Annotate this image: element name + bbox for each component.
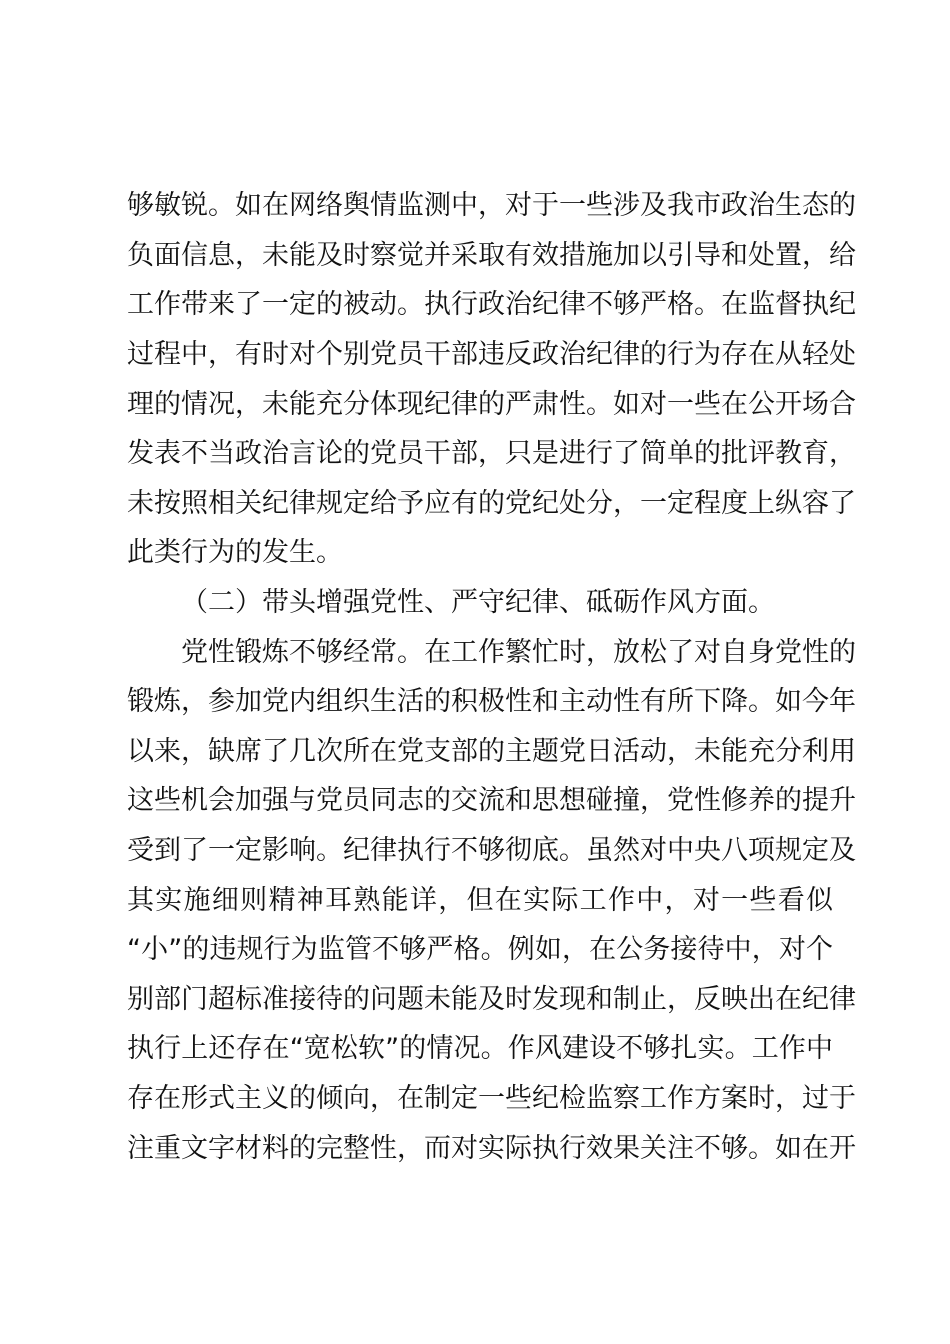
paragraph-line: 受到了一定影响。纪律执行不够彻底。虽然对中央八项规定及 xyxy=(127,835,856,866)
paragraph-line: 发表不当政治言论的党员干部，只是进行了简单的批评教育， xyxy=(127,438,856,469)
paragraph-line: “小”的违规行为监管不够严格。例如，在公务接待中，对个 xyxy=(127,934,833,965)
paragraph-line: 以来，缺席了几次所在党支部的主题党日活动，未能充分利用 xyxy=(127,736,856,767)
paragraph-line: 工作带来了一定的被动。执行政治纪律不够严格。在监督执纪 xyxy=(127,289,856,320)
paragraph-line: 注重文字材料的完整性，而对实际执行效果关注不够。如在开 xyxy=(127,1133,856,1164)
paragraph-line: 别部门超标准接待的问题未能及时发现和制止，反映出在纪律 xyxy=(127,984,856,1015)
paragraph-line: 这些机会加强与党员同志的交流和思想碰撞，党性修养的提升 xyxy=(127,785,856,816)
paragraph-line: 负面信息，未能及时察觉并采取有效措施加以引导和处置，给 xyxy=(127,240,856,271)
section-heading: （二）带头增强党性、严守纪律、砥砺作风方面。 xyxy=(181,587,775,618)
paragraph-line: 此类行为的发生。 xyxy=(127,537,343,568)
paragraph-line: 理的情况，未能充分体现纪律的严肃性。如对一些在公开场合 xyxy=(127,389,856,420)
paragraph-line: 未按照相关纪律规定给予应有的党纪处分，一定程度上纵容了 xyxy=(127,488,856,519)
paragraph-line: 党性锻炼不够经常。在工作繁忙时，放松了对自身党性的 xyxy=(181,637,856,668)
paragraph-line: 其实施细则精神耳熟能详，但在实际工作中，对一些看似 xyxy=(127,885,833,916)
paragraph-line: 执行上还存在“宽松软”的情况。作风建设不够扎实。工作中 xyxy=(127,1033,833,1064)
paragraph-line: 够敏锐。如在网络舆情监测中，对于一些涉及我市政治生态的 xyxy=(127,190,856,221)
paragraph-line: 锻炼，参加党内组织生活的积极性和主动性有所下降。如今年 xyxy=(127,686,856,717)
paragraph-line: 存在形式主义的倾向，在制定一些纪检监察工作方案时，过于 xyxy=(127,1083,856,1114)
paragraph-line: 过程中，有时对个别党员干部违反政治纪律的行为存在从轻处 xyxy=(127,339,856,370)
